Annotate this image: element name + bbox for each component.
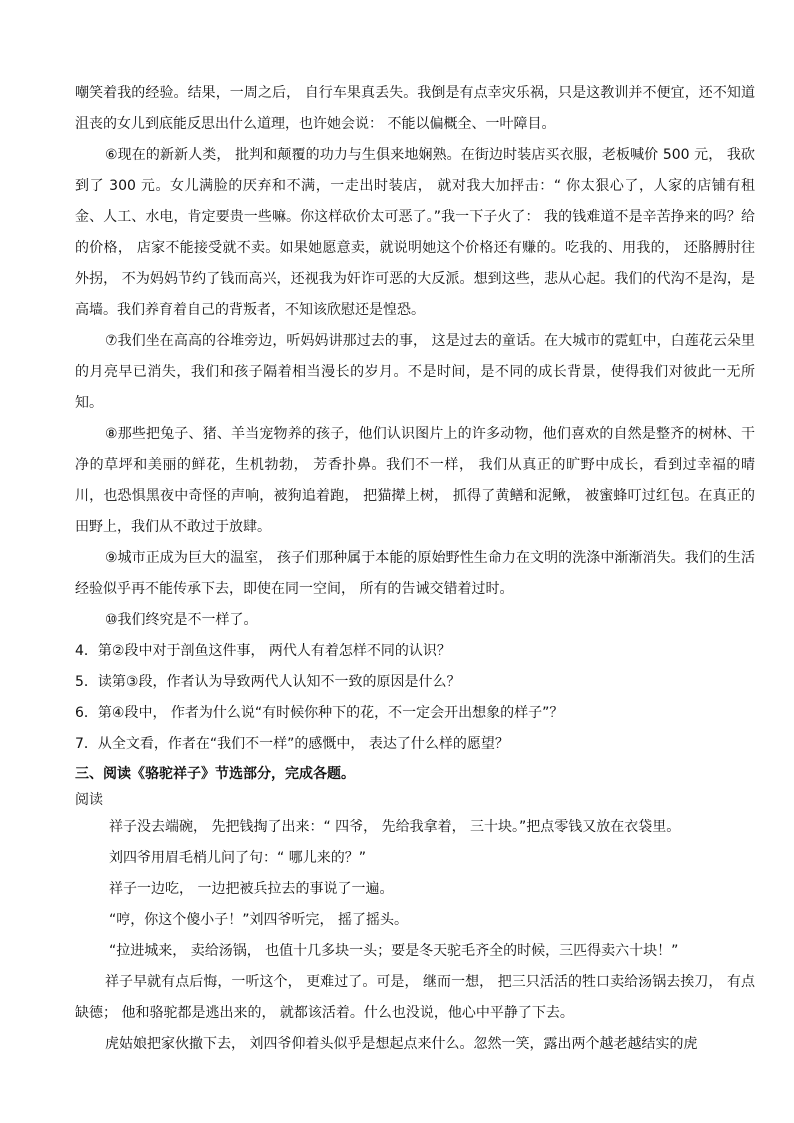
paragraph-6: ⑥现在的新新人类， 批判和颠覆的功力与生俱来地娴熟。在街边时装店买衣服，老板喊价 500 元， 我砍到了 300 元。女儿满脸的厌弃和不满，一走出时装店， 就对我大加抨击：“ 你太狠心了，人家的店铺有租金、人工、水电，肯定要贵一些嘛。你这样砍价太可恶了。”我一下子火了： 我的钱难道不是辛苦挣来的吗？给的价格， 店家不能接受就不卖。如果她愿意卖，就说明她这个价格还有赚的。吃我的、用我的， 还胳膊肘往外拐， 不为妈妈节约了钱而高兴，还视我为奸诈可恶的大反派。想到这些，悲从心起。我们的代沟不是沟，是高墙。我们养育着自己的背叛者，不知该欣慰还是惶恐。: [75, 147, 755, 318]
document-content: [75, 78, 755, 1060]
question-4: 4．第②段中对于剖鱼这件事， 两代人有着怎样不同的认识？: [75, 643, 451, 659]
question-7: 7．从全文看，作者在“我们不一样”的感慨中， 表达了什么样的愿望？: [75, 736, 509, 752]
excerpt-paragraph-6: 祥子早就有点后悔，一听这个， 更难过了。可是， 继而一想， 把三只活活的牲口卖给汤锅去挨刀， 有点缺德； 他和骆驼都是逃出来的， 就都该活着。什么也没说，他心中平静了下去。: [75, 974, 755, 1021]
excerpt-paragraph-1: 祥子没去端碗， 先把钱掏了出来：“ 四爷， 先给我拿着， 三十块。”把点零钱又放在衣袋里。: [109, 819, 681, 835]
reading-label: 阅读: [75, 792, 103, 808]
excerpt-paragraph-3: 祥子一边吃， 一边把被兵拉去的事说了一遍。: [109, 881, 394, 897]
paragraph-continuation: 嘲笑着我的经验。结果，一周之后， 自行车果真丢失。我倒是有点幸灾乐祸，只是这教训并不便宜，还不知道沮丧的女儿到底能反思出什么道理，也许她会说： 不能以偏概全、一叶障目。: [75, 85, 755, 132]
paragraph-7: ⑦我们坐在高高的谷堆旁边，听妈妈讲那过去的事， 这是过去的童话。在大城市的霓虹中，白莲花云朵里的月亮早已消失，我们和孩子隔着相当漫长的岁月。不是时间，是不同的成长背景，使得我们对彼此一无所知。: [75, 333, 755, 411]
excerpt-paragraph-2: 刘四爷用眉毛梢儿问了句：“ 哪儿来的？”: [109, 850, 366, 866]
excerpt-paragraph-4: “哼，你这个傻小子！”刘四爷听完， 摇了摇头。: [109, 912, 408, 928]
paragraph-8: ⑧那些把兔子、猪、羊当宠物养的孩子，他们认识图片上的许多动物，他们喜欢的自然是整齐的树林、干净的草坪和美丽的鲜花，生机勃勃， 芳香扑鼻。我们不一样， 我们从真正的旷野中成长，看到过幸福的晴川，也恐惧黑夜中奇怪的声响，被狗追着跑， 把猫撵上树， 抓得了黄鳝和泥鳅， 被蜜蜂叮过红包。在真正的田野上，我们从不敢过于放肆。: [75, 426, 755, 535]
paragraph-9: ⑨城市正成为巨大的温室， 孩子们那种属于本能的原始野性生命力在文明的洗涤中渐渐消失。我们的生活经验似乎再不能传承下去，即使在同一空间， 所有的告诫交错着过时。: [75, 550, 755, 597]
question-5: 5．读第③段，作者认为导致两代人认知不一致的原因是什么？: [75, 674, 461, 690]
excerpt-paragraph-5: “拉进城来， 卖给汤锅， 也值十几多块一头；要是冬天驼毛齐全的时候，三匹得卖六十块！”: [109, 943, 679, 959]
paragraph-10: ⑩我们终究是不一样了。: [105, 612, 258, 628]
excerpt-paragraph-7: 虎姑娘把家伙撤下去， 刘四爷仰着头似乎是想起点来什么。忽然一笑，露出两个越老越结实的虎: [105, 1036, 698, 1052]
section-heading: 三、阅读《骆驼祥子》节选部分，完成各题。: [75, 766, 355, 782]
question-6: 6．第④段中， 作者为什么说“有时候你种下的花，不一定会开出想象的样子”？: [75, 705, 564, 721]
